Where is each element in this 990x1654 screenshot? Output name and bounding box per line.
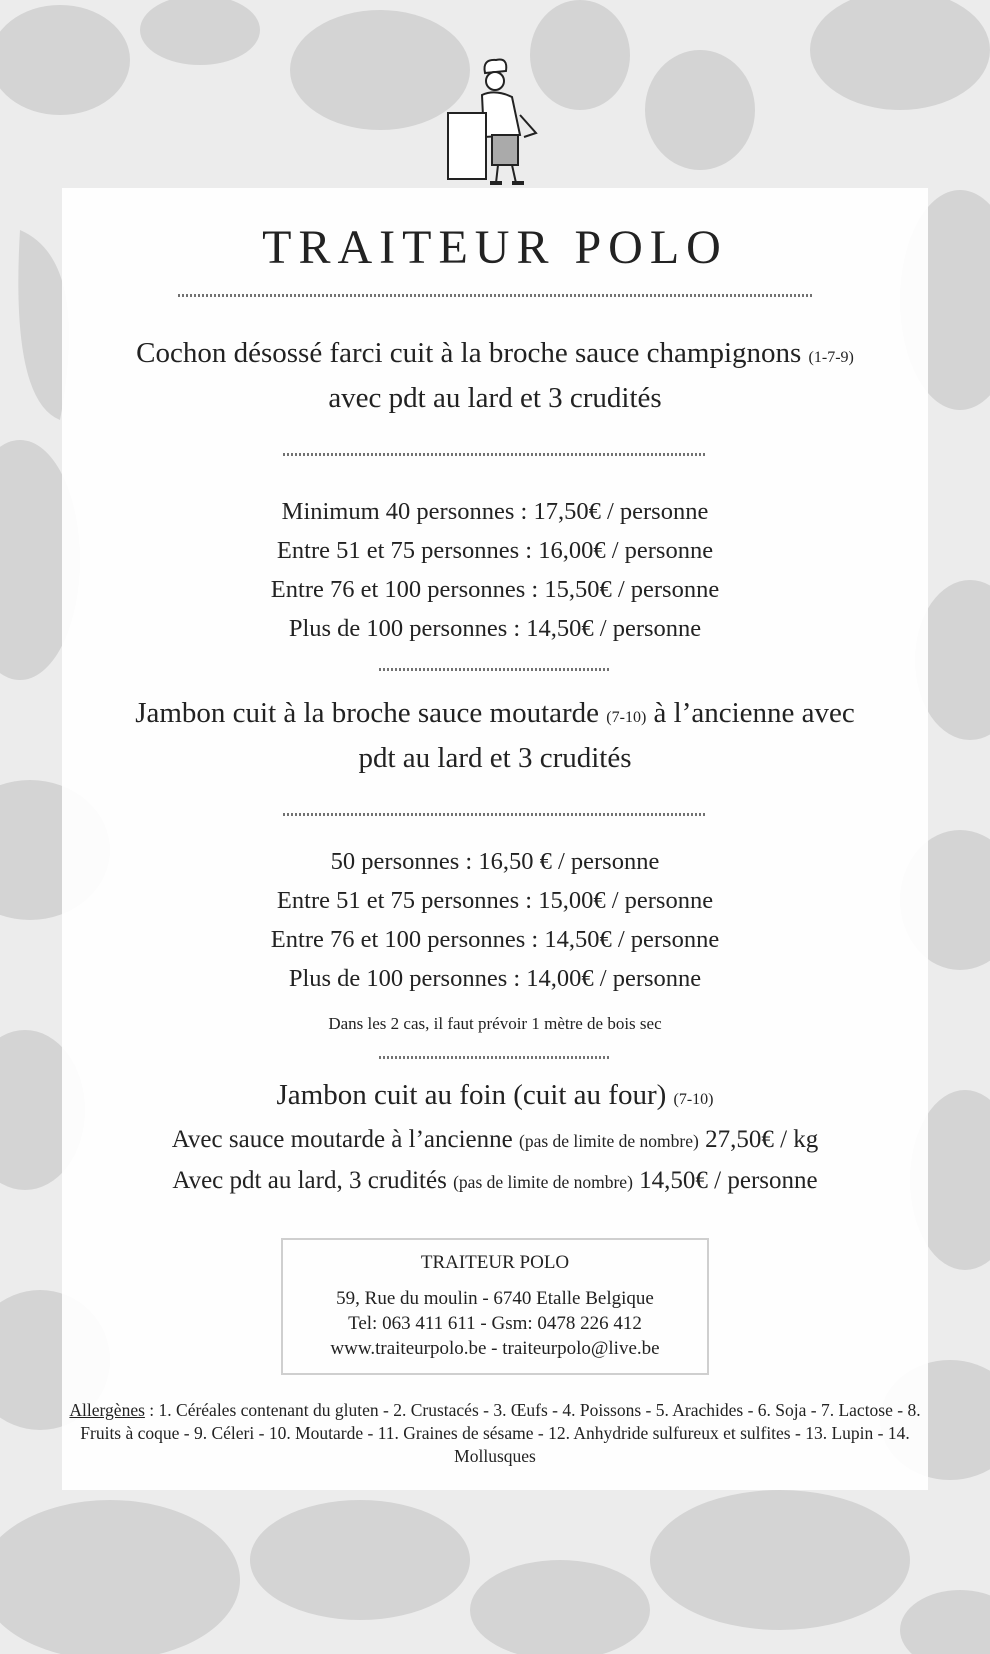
allergens-note: Allergènes : 1. Céréales contenant du gluten - 2. Crustacés - 3. Œufs - 4. Poissons - 5. Arachides - 6. Soja - 7. Lactose - 8. Fruits à coque - 9. Céleri - 10. Moutarde - 11. Graines de sésame - 12. Anhydride sulfureux et sulfites - 13. Lupin - 14. Mollusques (69, 1400, 921, 1466)
dish-1-allergens: (1-7-9) (808, 349, 854, 366)
section-divider (283, 453, 707, 456)
allergens-label: Allergènes (69, 1400, 145, 1420)
price-line: 50 personnes : 16,50 € / personne (330, 848, 660, 875)
price-line: Plus de 100 personnes : 14,50€ / personne (288, 615, 702, 642)
section-divider (379, 1056, 611, 1059)
dish-2-line-1: Jambon cuit à la broche sauce moutarde (7-10) à l’ancienne avec (135, 697, 855, 729)
dish-2-line-2: pdt au lard et 3 crudités (358, 742, 632, 774)
price-line: Entre 76 et 100 personnes : 14,50€ / personne (270, 926, 720, 953)
dish-2-allergens: (7-10) (606, 709, 647, 726)
dish-1-line-1: Cochon désossé farci cuit à la broche sauce champignons (1-7-9) (136, 337, 854, 369)
prices-1 (62, 492, 928, 648)
contact-phone: Tel: 063 411 611 - Gsm: 0478 226 412 (348, 1313, 642, 1334)
chef-logo-icon (440, 55, 550, 190)
contact-web[interactable]: www.traiteurpolo.be - traiteurpolo@live.be (330, 1338, 660, 1359)
menu-content (62, 188, 928, 1468)
dish-3 (62, 1075, 928, 1202)
title-divider (178, 294, 812, 297)
contact-title: TRAITEUR POLO (420, 1252, 570, 1273)
dish-3-allergens: (7-10) (673, 1091, 714, 1108)
dish-3-option-1: Avec sauce moutarde à l’ancienne (pas de limite de nombre) 27,50€ / kg (171, 1126, 819, 1153)
price-line: Minimum 40 personnes : 17,50€ / personne (281, 498, 709, 525)
dish-1-line-2: avec pdt au lard et 3 crudités (328, 382, 662, 414)
page-title: TRAITEUR POLO (262, 221, 728, 274)
price-line: Entre 76 et 100 personnes : 15,50€ / personne (270, 576, 720, 603)
contact-box (281, 1238, 709, 1375)
price-line: Entre 51 et 75 personnes : 16,00€ / personne (276, 537, 714, 564)
dish-2 (62, 693, 928, 779)
price-line: Entre 51 et 75 personnes : 15,00€ / personne (276, 887, 714, 914)
contact-address: 59, Rue du moulin - 6740 Etalle Belgique (336, 1288, 654, 1309)
price-line: Plus de 100 personnes : 14,00€ / personne (288, 965, 702, 992)
section-divider (379, 668, 611, 671)
dish-3-title: Jambon cuit au foin (cuit au four) (7-10) (276, 1079, 714, 1111)
prices-2 (62, 842, 928, 998)
section-divider (283, 813, 707, 816)
wood-note: Dans les 2 cas, il faut prévoir 1 mètre de bois sec (328, 1014, 662, 1033)
dish-1 (62, 333, 928, 419)
dish-3-option-2: Avec pdt au lard, 3 crudités (pas de limite de nombre) 14,50€ / personne (172, 1167, 818, 1194)
